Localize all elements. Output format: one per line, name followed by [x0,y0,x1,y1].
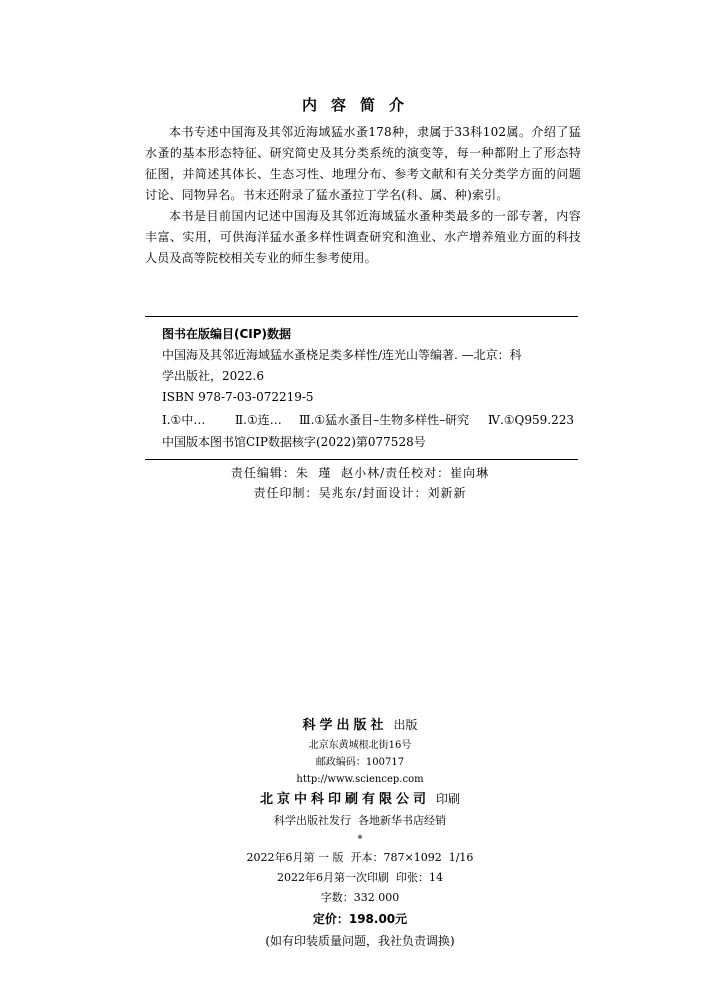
cip-class-1: Ⅰ.①中… [162,413,206,427]
credits [0,463,720,503]
cip-entry-line1: 中国海及其邻近海域猛水蚤桡足类多样性/连光山等编著. —北京：科 [162,348,522,362]
cip-class-3: Ⅲ.①猛水蚤目–生物多样性–研究 [299,413,470,427]
cip-entry-line2: 学出版社，2022.6 [162,369,264,383]
cip-classification [145,408,578,432]
cip-heading: 图书在版编目(CIP)数据 [162,327,292,341]
edition-info: 2022年6月第 一 版 开本：787×1092 1/16 [246,851,474,864]
credits-line1: 责任编辑：朱 瑾 赵小林/责任校对：崔向琳 [230,466,490,480]
printer-suffix: 印刷 [436,792,461,806]
publisher-address: 北京东黄城根北街16号 [308,740,412,751]
printer-name: 北京中科印刷有限公司 [259,792,430,807]
cip-class-2: Ⅱ.①连… [235,413,282,427]
printer-line [0,788,720,811]
price: 定价：198.00元 [312,912,408,926]
abstract-paragraph-2: 本书是目前国内记述中国海及其邻近海域猛水蚤种类最多的一部专著，内容丰富、实用，可供海洋猛水蚤多样性调查研究和渔业、水产增养殖业方面的科技人员及高等院校相关专业的师生参考使用。 [145,209,581,265]
quality-note: (如有印装质量问题，我社负责调换) [265,934,455,948]
publisher-name: 科学出版社 [302,718,388,733]
cip-verify-number: 中国版本图书馆CIP数据核字(2022)第077528号 [162,435,426,449]
credits-line2: 责任印制：吴兆东/封面设计：刘新新 [253,486,467,500]
separator-star: * [357,834,363,845]
publisher-url: http://www.sciencep.com [296,774,424,785]
distribution: 科学出版社发行 各地新华书店经销 [274,814,446,827]
publisher-info [0,714,720,952]
word-count: 字数：332 000 [320,891,400,904]
cip-block [145,316,578,460]
cip-class-4: Ⅳ.①Q959.223 [488,413,575,427]
abstract [145,122,581,269]
printing-info: 2022年6月第一次印刷 印张：14 [277,871,443,884]
cip-isbn: ISBN 978-7-03-072219-5 [162,390,314,404]
publisher-line [0,714,720,737]
publisher-postcode: 邮政编码：100717 [315,757,405,768]
publisher-suffix: 出版 [393,718,418,732]
abstract-paragraph-1: 本书专述中国海及其邻近海域猛水蚤178种，隶属于33科102属。介绍了猛水蚤的基本形态特征、研究简史及其分类系统的演变等，每一种都附上了形态特征图，并简述其体长、生态习性、地理分布、参考文献和有关分类学方面的问题讨论、同物异名。书末还附录了猛水蚤拉丁学名(科、属、种)索引。 [145,125,581,202]
section-title: 内容简介 [301,96,418,114]
